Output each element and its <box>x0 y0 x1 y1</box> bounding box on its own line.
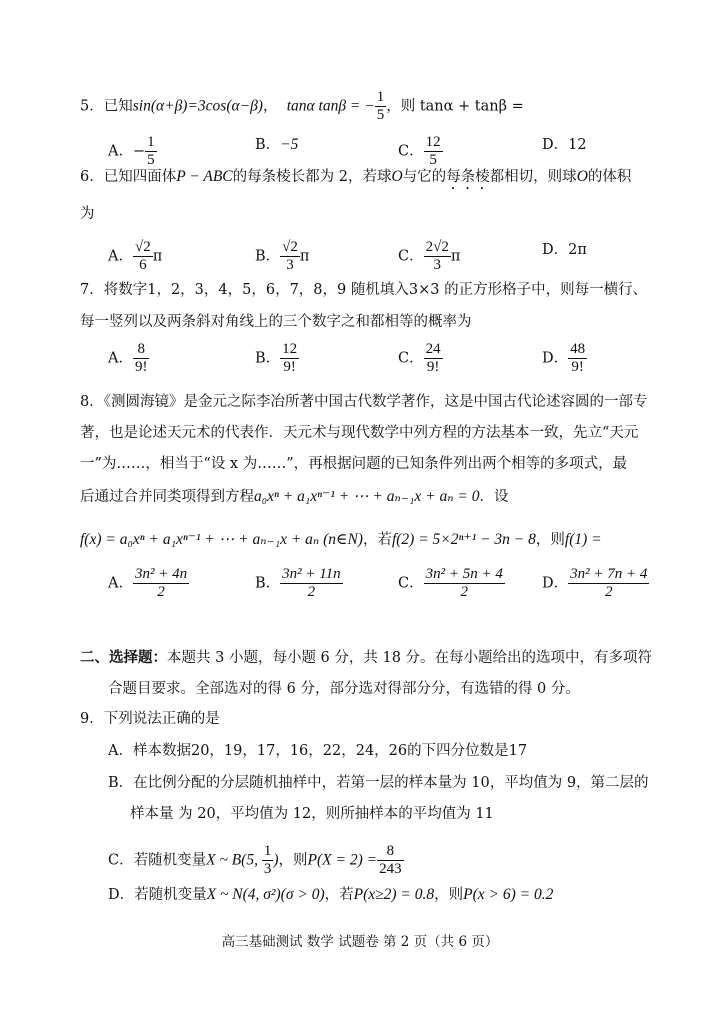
q7-stem-line2: 每一竖列以及两条斜对角线上的三个数字之和都相等的概率为 <box>80 314 472 330</box>
q7-option-a: A． $\frac{8}{9!}$ <box>108 341 148 375</box>
q9-option-b-line2: 样本量 为 20，平均值为 12，则所抽样本的平均值为 11 <box>130 806 494 822</box>
q8-stem-line1: 8．《测圆海镜》是金元之际李冶所著中国古代数学著作，这是中国古代论述容圆的一部专 <box>80 394 648 410</box>
q8-option-d: D． $\frac{\text{3n² + 7n + 4}}{2}$ <box>542 566 648 600</box>
q6-option-b: B． $\frac{√2}{3}$ π <box>255 239 310 273</box>
section2-title: 二、选择题： <box>80 649 167 666</box>
q6-option-a: A． $\frac{√2}{6}$ π <box>108 239 163 273</box>
q5-option-b: B．−5 <box>255 136 299 153</box>
q5-option-c: C． $\frac{12}{5}$ <box>398 134 441 168</box>
q9-option-b-line1: B．在比例分配的分层随机抽样中，若第一层的样本量为 10，平均值为 9，第二层的 <box>108 775 649 791</box>
q8-option-b: B． $\frac{\text{3n² + 11n}}{2}$ <box>255 566 341 600</box>
q9-option-a: A．样本数据20，19，17，16，22，24，26的下四分位数是17 <box>108 743 528 759</box>
q8-stem-line4: 后通过合并同类项得到方程a₀xⁿ + a₁xⁿ⁻¹ + ⋯ + aₙ₋₁x + aₙ = 0．设 <box>80 488 509 505</box>
q5-stem-fraction: $\frac{1}{5}$ <box>376 89 385 123</box>
q8-stem-line3: 一”为……，相当于“设 x 为……”，再根据问题的已知条件列出两个相等的多项式，最 <box>80 456 628 472</box>
q7-option-c: C． $\frac{24}{9!}$ <box>398 341 441 375</box>
q8-option-a: A． $\frac{\text{3n² + 4n}}{2}$ <box>108 566 188 600</box>
q6-stem-line2: 为 <box>80 206 95 222</box>
q7-option-d: D． $\frac{48}{9!}$ <box>542 341 586 375</box>
q6-stem-line1: 6．已知四面体P − ABC的每条棱长都为 2，若球O与它的每条棱都相切，则球O的体积 <box>80 168 632 185</box>
q5-option-d: D．12 <box>542 137 587 153</box>
q5-stem: 5．已知sin(α+β)=3cos(α−β)， tanα tanβ = − $\frac{1}{5}$ ，则 tanα + tanβ = <box>80 89 524 123</box>
q8-option-c: C． $\frac{\text{3n² + 5n + 4}}{2}$ <box>398 566 503 600</box>
page-footer: 高三基础测试 数学 试题卷 第 2 页（共 6 页） <box>221 934 499 950</box>
q8-stem-line5: f(x) = a₀xⁿ + a₁xⁿ⁻¹ + ⋯ + aₙ₋₁x + aₙ (n∈N)，若f(2) = 5×2ⁿ⁺¹ − 3n − 8，则f(1) = <box>80 531 602 548</box>
q8-stem-line2: 著，也是论述天元术的代表作．天元术与现代数学中列方程的方法基本一致，先立“天元 <box>80 425 639 441</box>
section2-heading: 二、选择题：本题共 3 小题，每小题 6 分，共 18 分。在每小题给出的选项中，有多项符 <box>80 649 653 666</box>
q9-stem: 9．下列说法正确的是 <box>80 711 220 727</box>
section2-line2: 合题目要求。全部选对的得 6 分，部分选对得部分分，有选错的得 0 分。 <box>108 681 580 697</box>
q7-stem-line1: 7．将数字1，2，3，4，5，6，7，8，9 随机填入3×3 的正方形格子中，则每一横行、 <box>80 282 648 298</box>
q7-option-b: B． $\frac{12}{9!}$ <box>255 341 298 375</box>
q6-option-c: C． $\frac{2√2}{3}$ π <box>398 239 461 273</box>
q6-option-d: D．2π <box>542 242 587 258</box>
q9-option-c: C．若随机变量X ~ B(5, $\frac{1}{3}$ )，则P(X = 2) = $\frac{8}{243}$ <box>108 843 402 877</box>
q5-option-a: A．− $\frac{1}{5}$ <box>108 134 155 168</box>
q9-option-d: D．若随机变量X ~ N(4, σ²)(σ > 0)，若P(x≥2) = 0.8，则P(x > 6) = 0.2 <box>108 886 554 903</box>
